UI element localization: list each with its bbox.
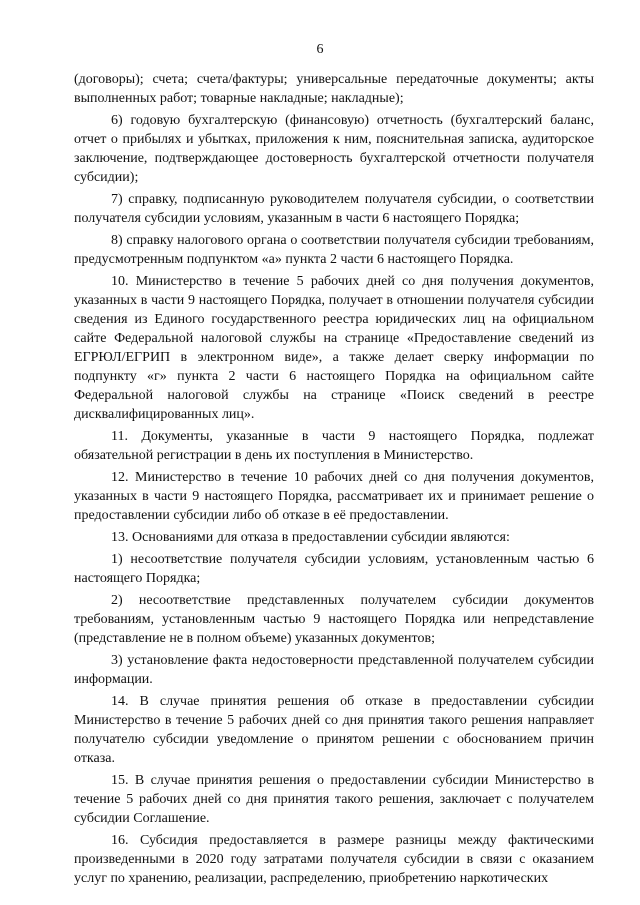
list-item-6-annual-report: 6) годовую бухгалтерскую (финансовую) отчетность (бухгалтерский баланс, отчет о прибылях и убытках, приложения к ним, пояснительная записка, аудиторское заключение, подтверждающее достоверность бухгалтерской отчетности получателя субсидии); (74, 113, 594, 185)
clause-10: 10. Министерство в течение 5 рабочих дней со дня получения документов, указанных в части 9 настоящего Порядка, получает в отношении получателя субсидии сведения из Единого государственного реестра юридических лиц на официальном сайте Федеральной налоговой службы на странице «Предоставление сведений из ЕГРЮЛ/ЕГРИП в электронном виде», а также делает сверку информации по подпункту «г» пункта 2 части 6 настоящего Порядка на официальном сайте Федеральной налоговой службы на странице «Поиск сведений в реестре дисквалифицированных лиц». (74, 274, 594, 422)
clause-12: 12. Министерство в течение 10 рабочих дней со дня получения документов, указанных в части 9 настоящего Порядка, рассматривает их и принимает решение о предоставлении субсидии либо об отказе в её предоставлении. (74, 470, 594, 523)
list-item-8-tax-certificate: 8) справку налогового органа о соответствии получателя субсидии требованиям, предусмотренным подпунктом «а» пункта 2 части 6 настоящего Порядка. (74, 233, 594, 267)
clause-16: 16. Субсидия предоставляется в размере разницы между фактическими произведенными в 2020 году затратами получателя субсидии в связи с оказанием услуг по хранению, реализации, распределению, приобретению наркотических (74, 833, 594, 886)
refusal-reason-2: 2) несоответствие представленных получателем субсидии документов требованиям, установленным частью 9 настоящего Порядка или непредставление (представление не в полном объеме) указанных документов; (74, 593, 594, 646)
clause-11: 11. Документы, указанные в части 9 настоящего Порядка, подлежат обязательной регистрации в день их поступления в Министерство. (74, 429, 594, 463)
clause-15: 15. В случае принятия решения о предоставлении субсидии Министерство в течение 5 рабочих дней со дня принятия такого решения, заключает с получателем субсидии Соглашение. (74, 773, 594, 826)
refusal-reason-3: 3) установление факта недостоверности представленной получателем субсидии информации. (74, 653, 594, 687)
list-item-7-certificate: 7) справку, подписанную руководителем получателя субсидии, о соответствии получателя субсидии условиям, указанным в части 6 настоящего Порядка; (74, 192, 594, 226)
document-body (74, 70, 594, 891)
clause-13: 13. Основаниями для отказа в предоставлении субсидии являются: (111, 530, 510, 545)
refusal-reason-1: 1) несоответствие получателя субсидии условиям, установленным частью 6 настоящего Порядка; (74, 552, 594, 586)
page-number: 6 (316, 42, 324, 57)
clause-14: 14. В случае принятия решения об отказе в предоставлении субсидии Министерство в течение 5 рабочих дней со дня принятия такого решения направляет получателю субсидии уведомление о принятом решении с обоснованием причин отказа. (74, 694, 594, 766)
paragraph-continuation: (договоры); счета; счета/фактуры; универсальные передаточные документы; акты выполненных работ; товарные накладные; накладные); (74, 72, 594, 106)
